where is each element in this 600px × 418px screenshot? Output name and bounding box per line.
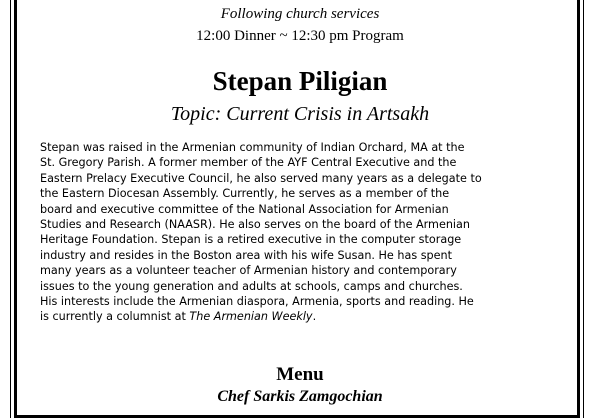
event-subtitle: Following church services	[220, 6, 380, 22]
bio-line: many years as a volunteer teacher of Armenian history and contemporary	[40, 264, 457, 278]
bio-line: Stepan was raised in the Armenian community of Indian Orchard, MA at the	[40, 141, 465, 154]
bio-line: Heritage Foundation. Stepan is a retired executive in the computer storage	[40, 233, 462, 247]
bio-line: Studies and Research (NAASR). He also serves on the board of the Armenian	[40, 218, 470, 232]
event-schedule: 12:00 Dinner ~ 12:30 pm Program	[196, 28, 404, 44]
bio-line: His interests include the Armenian diaspora, Armenia, sports and reading. He	[40, 295, 474, 309]
publication-name: The Armenian Weekly	[189, 310, 313, 324]
bio-line: board and executive committee of the National Association for Armenian	[40, 202, 449, 216]
speaker-topic: Topic: Current Crisis in Artsakh	[170, 103, 430, 125]
bio-line: issues to the young generation and adults at schools, camps and churches.	[40, 279, 463, 293]
bio-line: the Eastern Diocesan Assembly. Currently, he serves as a member of the	[40, 187, 450, 201]
speaker-name: Stepan Piligian	[212, 66, 388, 96]
bio-end: .	[312, 310, 317, 324]
bio-line: St. Gregory Parish. A former member of the AYF Central Executive and the	[40, 156, 457, 170]
bio-line: industry and resides in the Boston area with his wife Susan. He has spent	[40, 248, 452, 262]
bio-line: is currently a columnist at	[40, 310, 190, 324]
chef-name: Chef Sarkis Zamgochian	[217, 388, 383, 405]
speaker-bio	[40, 140, 561, 325]
menu-heading: Menu	[276, 364, 324, 385]
bio-line: Eastern Prelacy Executive Council, he also served many years as a delegate to	[40, 171, 482, 185]
